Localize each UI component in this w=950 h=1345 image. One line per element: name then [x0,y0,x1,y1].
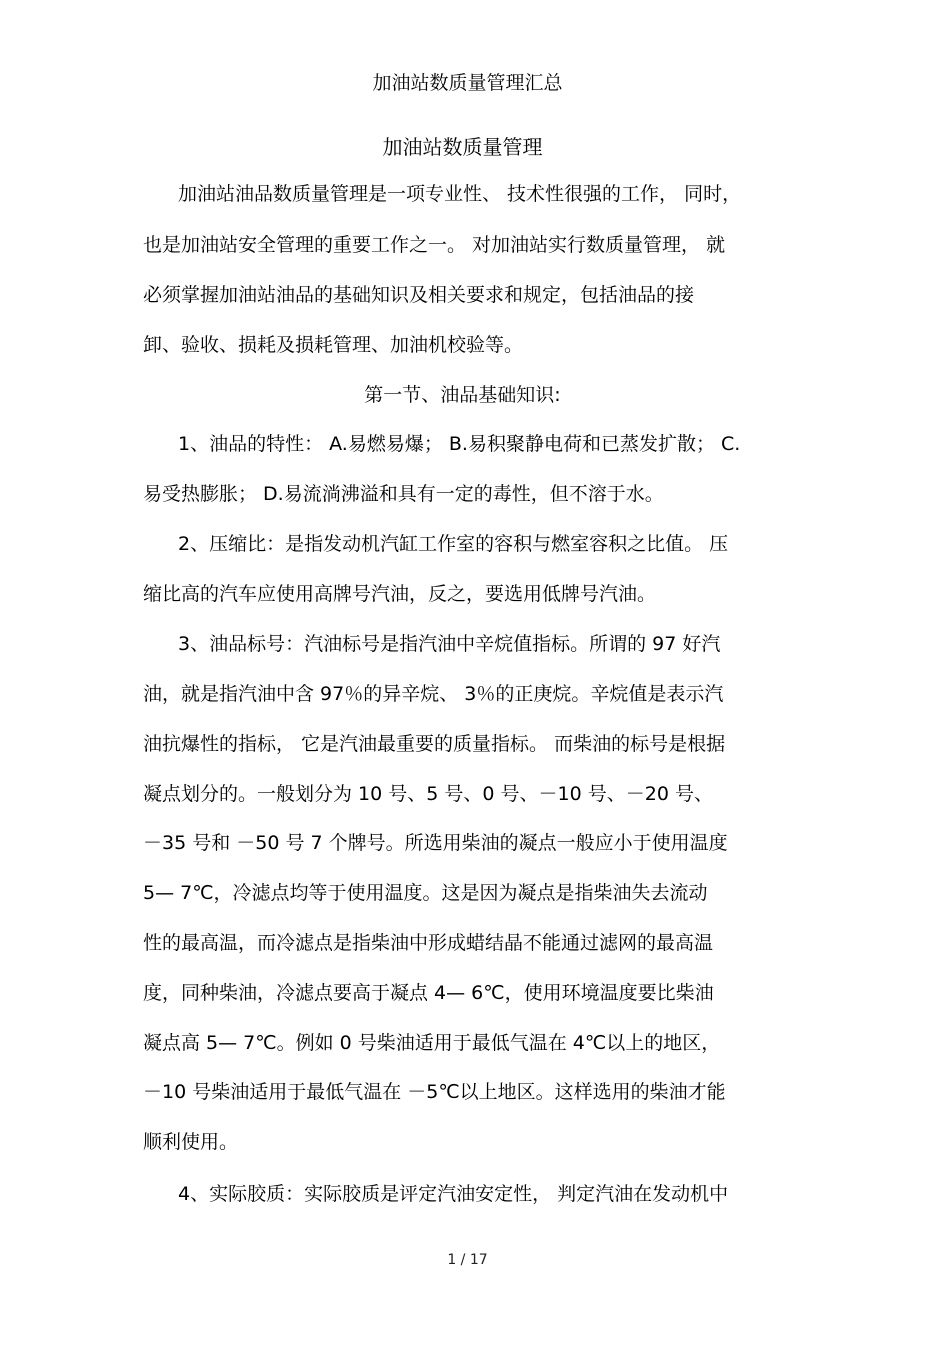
paragraph-line: 2、压缩比：是指发动机汽缸工作室的容积与燃室容积之比值。 压 [178,533,729,555]
document-header-title: 加油站数质量管理汇总 [372,72,563,94]
paragraph-line: 凝点划分的。一般划分为 10 号、5 号、0 号、－10 号、－20 号、 [143,783,713,805]
paragraph-line: 油抗爆性的指标， 它是汽油最重要的质量指标。 而柴油的标号是根据 [143,733,726,755]
paragraph-line: 3、油品标号：汽油标号是指汽油中辛烷值指标。所谓的 97 好汽 [178,633,721,655]
paragraph-line: 必须掌握加油站油品的基础知识及相关要求和规定，包括油品的接 [143,284,695,306]
paragraph-line: 4、实际胶质：实际胶质是评定汽油安定性， 判定汽油在发动机中 [178,1183,729,1205]
paragraph-line: 卸、验收、损耗及损耗管理、加油机校验等。 [143,334,524,356]
paragraph-line: 缩比高的汽车应使用高牌号汽油，反之，要选用低牌号汽油。 [143,583,657,605]
section-title: 加油站数质量管理 [382,135,543,159]
paragraph-line: 也是加油站安全管理的重要工作之一。 对加油站实行数质量管理， 就 [143,234,726,256]
subsection-title: 第一节、油品基础知识: [364,384,561,406]
paragraph-line: 易受热膨胀； D.易流淌沸溢和具有一定的毒性，但不溶于水。 [143,483,664,505]
paragraph-line: 加油站油品数质量管理是一项专业性、 技术性很强的工作， 同时， [178,183,742,205]
paragraph-line: 性的最高温，而冷滤点是指柴油中形成蜡结晶不能通过滤网的最高温 [143,932,714,954]
paragraph-line: 度，同种柴油，冷滤点要高于凝点 4— 6℃，使用环境温度要比柴油 [143,982,714,1004]
page-number: 1 / 17 [447,1252,488,1268]
paragraph-line: －10 号柴油适用于最低气温在 －5℃以上地区。这样选用的柴油才能 [143,1081,726,1103]
paragraph-line: 油，就是指汽油中含 97％的异辛烷、 3％的正庚烷。辛烷值是表示汽 [143,683,724,705]
paragraph-line: 凝点高 5— 7℃。例如 0 号柴油适用于最低气温在 4℃以上的地区， [143,1032,721,1054]
paragraph-line: 5— 7℃，冷滤点均等于使用温度。这是因为凝点是指柴油失去流动 [143,882,708,904]
paragraph-line: －35 号和 －50 号 7 个牌号。所选用柴油的凝点一般应小于使用温度 [143,832,728,854]
paragraph-line: 1、油品的特性： A.易燃易爆； B.易积聚静电荷和已蒸发扩散； C. [178,433,741,455]
paragraph-line: 顺利使用。 [143,1131,239,1153]
